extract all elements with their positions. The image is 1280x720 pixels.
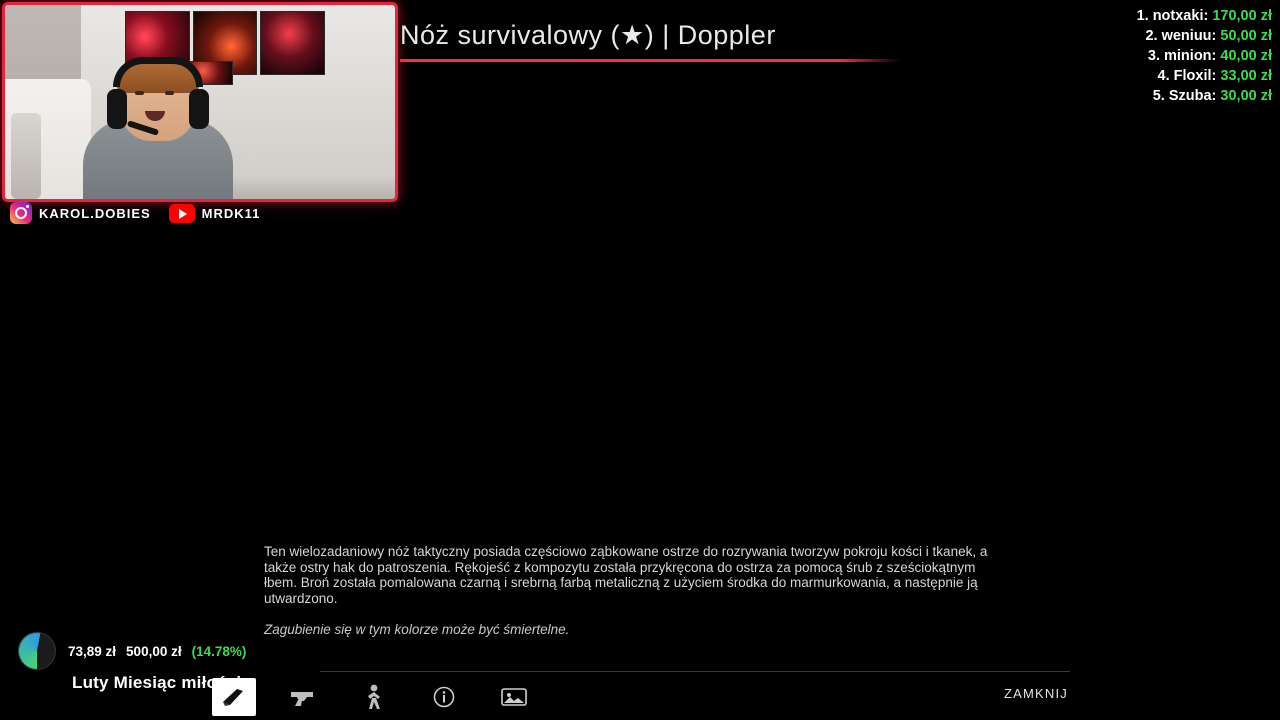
ranking-row bbox=[1137, 26, 1272, 46]
info-icon bbox=[433, 686, 455, 708]
item-flavor-text: Zagubienie się w tym kolorze może być śmiertelne. bbox=[264, 622, 570, 638]
headphone-earcup-right bbox=[189, 89, 209, 129]
youtube-icon bbox=[169, 204, 195, 223]
tab-weapon[interactable] bbox=[282, 678, 326, 716]
goal-progress-circle bbox=[18, 632, 56, 670]
streamer-eye-left bbox=[135, 91, 144, 95]
donation-ranking bbox=[1137, 6, 1272, 106]
ranking-name: Floxil: bbox=[1173, 68, 1217, 84]
ranking-row bbox=[1137, 86, 1272, 106]
player-icon bbox=[363, 684, 385, 710]
ranking-position: 3. bbox=[1147, 48, 1160, 64]
goal-target: 500,00 zł bbox=[126, 643, 182, 659]
ranking-position: 5. bbox=[1152, 88, 1165, 104]
goal-current: 73,89 zł bbox=[68, 643, 117, 659]
webcam-background bbox=[5, 5, 395, 199]
goal-percent: (14.78%) bbox=[191, 643, 247, 659]
goal-title: Luty Miesiąc miłości bbox=[72, 673, 242, 692]
ranking-name: notxaki: bbox=[1152, 8, 1209, 24]
webcam-overlay bbox=[2, 2, 398, 202]
social-handles bbox=[10, 202, 260, 224]
tab-screenshot[interactable] bbox=[492, 678, 536, 716]
pistol-icon bbox=[289, 687, 319, 707]
ranking-row bbox=[1137, 6, 1272, 26]
item-title: Nóż survivalowy (★) | Doppler bbox=[400, 20, 776, 50]
tab-player[interactable] bbox=[352, 678, 396, 716]
instagram-handle: KAROL.DOBIES bbox=[39, 205, 151, 221]
title-underline bbox=[400, 59, 900, 62]
ranking-name: Szuba: bbox=[1168, 88, 1217, 104]
instagram-icon bbox=[10, 202, 32, 224]
ranking-position: 1. bbox=[1136, 8, 1149, 24]
goal-amounts bbox=[68, 644, 246, 659]
streamer-eye-right bbox=[165, 91, 174, 95]
ranking-name: weniuu: bbox=[1161, 28, 1217, 44]
item-description: Ten wielozadaniowy nóż taktyczny posiada częściowo ząbkowane ostrze do rozrywania tworzyw pokroju kości i tkanek, a także ostry hak do patroszenia. Rękojeść z kompozytu została przykręcona do ostrza za pomocą śrub z sześciokątnym łbem. Broń została pomalowana czarną i srebrną farbą metaliczną z użyciem środka do marmurkowania, a następnie ją utwardzono. bbox=[264, 544, 988, 606]
ranking-amount: 33,00 zł bbox=[1220, 68, 1272, 84]
item-title-block bbox=[400, 20, 902, 62]
image-icon bbox=[501, 687, 527, 707]
ranking-position: 4. bbox=[1157, 68, 1170, 84]
social-youtube bbox=[169, 204, 261, 223]
headphones-icon bbox=[113, 57, 203, 87]
chair bbox=[5, 79, 91, 199]
ranking-position: 2. bbox=[1145, 28, 1158, 44]
close-button[interactable]: ZAMKNIJ bbox=[1003, 686, 1068, 701]
toolbar-divider bbox=[320, 671, 1070, 672]
streamer-figure bbox=[83, 59, 233, 199]
desk bbox=[227, 173, 395, 199]
ranking-amount: 170,00 zł bbox=[1212, 8, 1272, 24]
ranking-row bbox=[1137, 66, 1272, 86]
ranking-amount: 30,00 zł bbox=[1220, 88, 1272, 104]
ranking-name: minion: bbox=[1164, 48, 1217, 64]
ranking-amount: 40,00 zł bbox=[1220, 48, 1272, 64]
ranking-amount: 50,00 zł bbox=[1220, 28, 1272, 44]
donation-goal bbox=[18, 632, 246, 670]
tab-info[interactable] bbox=[422, 678, 466, 716]
youtube-handle: MRDK11 bbox=[201, 205, 261, 221]
ranking-row bbox=[1137, 46, 1272, 66]
item-description-block bbox=[264, 544, 996, 638]
chair-stripe bbox=[11, 113, 41, 199]
headphone-earcup-left bbox=[107, 89, 127, 129]
social-instagram bbox=[10, 202, 151, 224]
inspect-toolbar bbox=[212, 676, 536, 718]
